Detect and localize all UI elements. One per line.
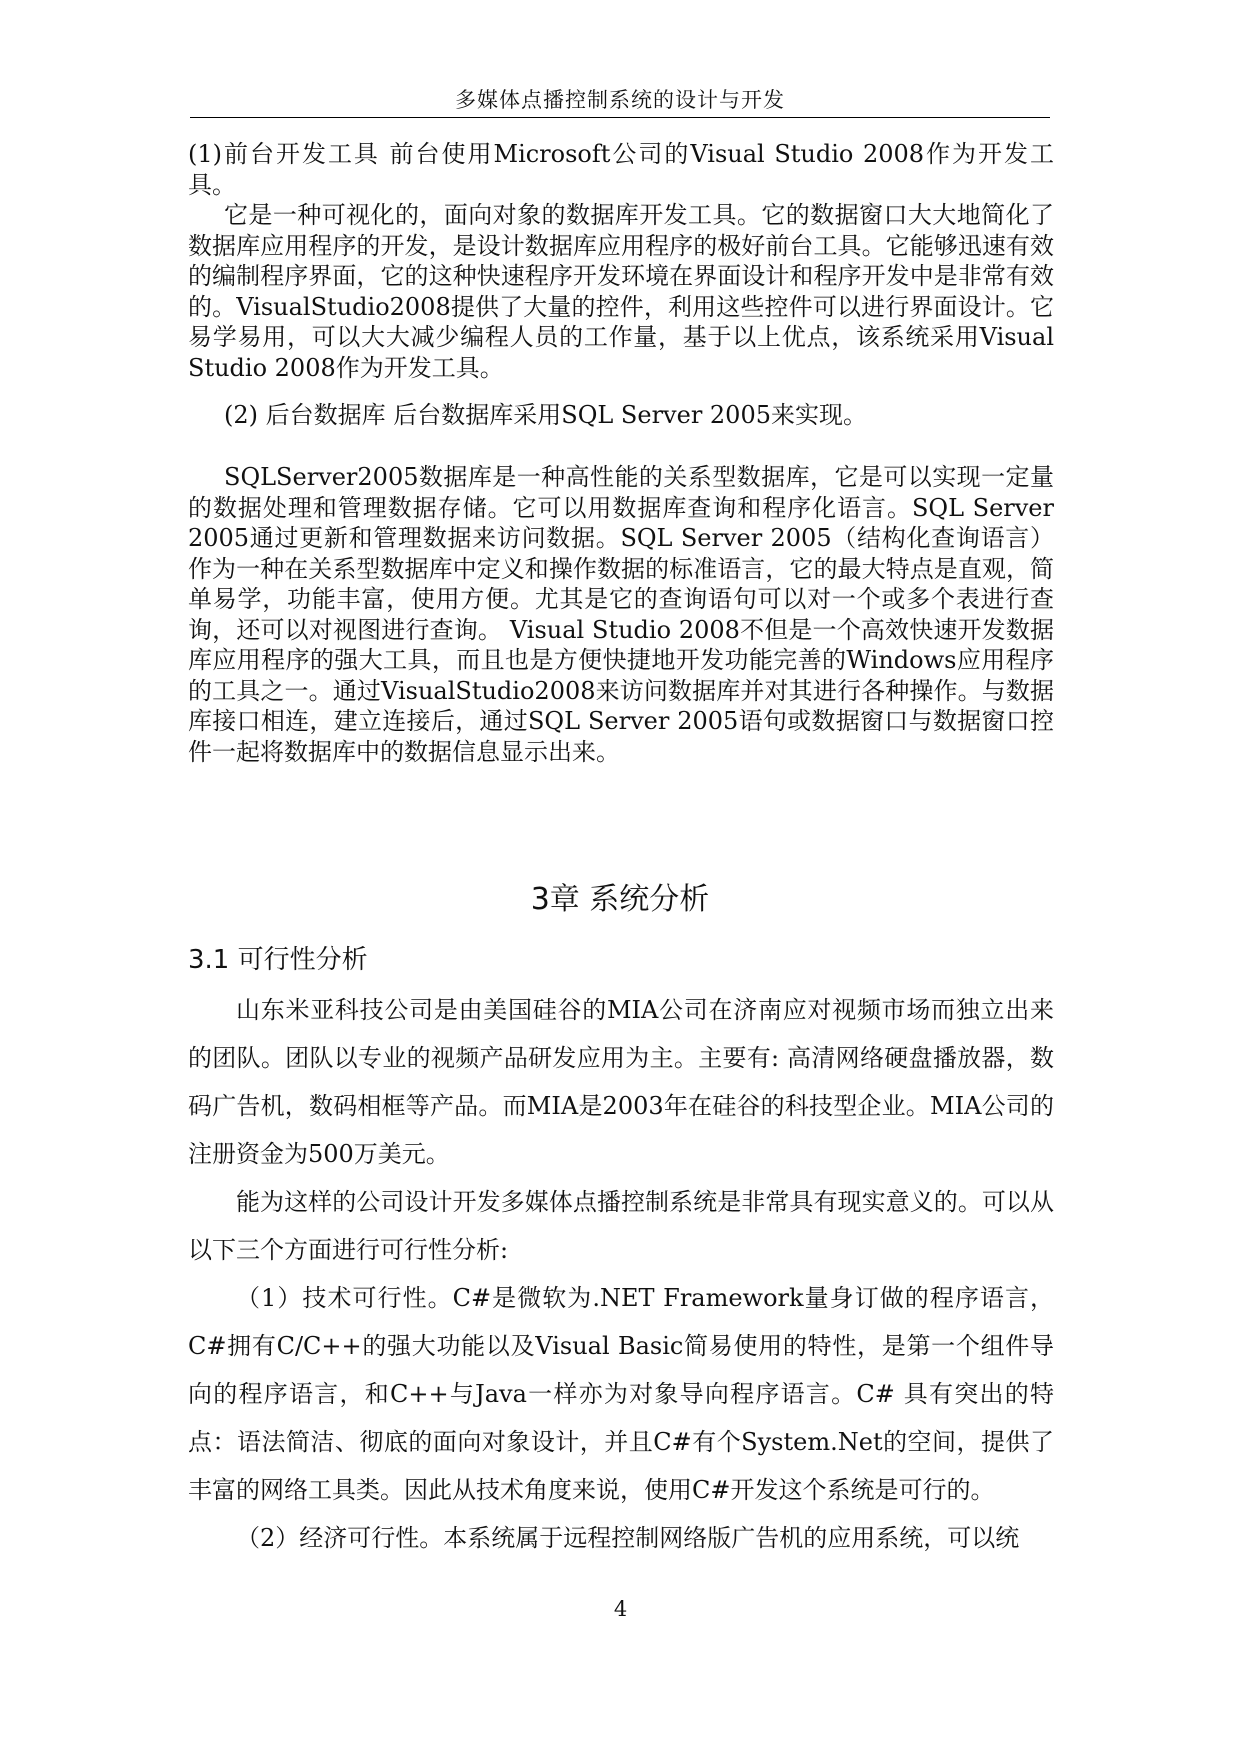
- paragraph-frontend-tool: (1)前台开发工具 前台使用Microsoft公司的Visual Studio 2008作为开发工具。: [188, 140, 1054, 199]
- paragraph-sql-server: SQLServer2005数据库是一种高性能的关系型数据库，它是可以实现一定量的数据处理和管理数据存储。它可以用数据库查询和程序化语言。SQL Server 2005通过更新和管理数据来访问数据。SQL Server 2005（结构化查询语言）作为一种在关系型数据库中定义和操作数据的标准语言，它的最大特点是直观，简单易学，功能丰富，使用方便。尤其是它的查询语句可以对一个或多个表进行查询，还可以对视图进行查询。 Visual Studio 2008不但是一个高效快速开发数据库应用程序的强大工具，而且也是方便快捷地开发功能完善的Windows应用程序的工具之一。通过VisualStudio2008来访问数据库并对其进行各种操作。与数据库接口相连，建立连接后，通过SQL Server 2005语句或数据窗口与数据窗口控件一起将数据库中的数据信息显示出来。: [188, 463, 1054, 766]
- header-divider: [190, 117, 1050, 118]
- paragraph-economic-feasibility: （2）经济可行性。本系统属于远程控制网络版广告机的应用系统，可以统: [236, 1524, 1020, 1552]
- paragraph-company-intro: 山东米亚科技公司是由美国硅谷的MIA公司在济南应对视频市场而独立出来的团队。团队以专业的视频产品研发应用为主。主要有: 高清网络硬盘播放器，数码广告机，数码相框等产品。而MIA是2003年在硅谷的科技型企业。MIA公司的注册资金为500万美元。: [188, 996, 1054, 1168]
- paragraph-technical-feasibility: （1）技术可行性。C#是微软为.NET Framework量身订做的程序语言，C#拥有C/C++的强大功能以及Visual Basic简易使用的特性，是第一个组件导向的程序语言，和C++与Java一样亦为对象导向程序语言。C# 具有突出的特点：语法简洁、彻底的面向对象设计，并且C#有个System.Net的空间，提供了丰富的网络工具类。因此从技术角度来说，使用C#开发这个系统是可行的。: [188, 1284, 1054, 1504]
- section-title: 3.1 可行性分析: [188, 945, 368, 975]
- page-number: 4: [613, 1597, 628, 1621]
- paragraph-visual-studio: 它是一种可视化的，面向对象的数据库开发工具。它的数据窗口大大地简化了数据库应用程序的开发，是设计数据库应用程序的极好前台工具。它能够迅速有效的编制程序界面，它的这种快速程序开发环境在界面设计和程序开发中是非常有效的。VisualStudio2008提供了大量的控件，利用这些控件可以进行界面设计。它易学易用，可以大大减少编程人员的工作量，基于以上优点，该系统采用Visual Studio 2008作为开发工具。: [188, 201, 1054, 382]
- paragraph-backend-db: (2) 后台数据库 后台数据库采用SQL Server 2005来实现。: [224, 401, 867, 429]
- running-header: 多媒体点播控制系统的设计与开发: [455, 88, 785, 112]
- chapter-title: 3章 系统分析: [530, 882, 710, 917]
- paragraph-feasibility-intro: 能为这样的公司设计开发多媒体点播控制系统是非常具有现实意义的。可以从以下三个方面进行可行性分析:: [188, 1188, 1054, 1264]
